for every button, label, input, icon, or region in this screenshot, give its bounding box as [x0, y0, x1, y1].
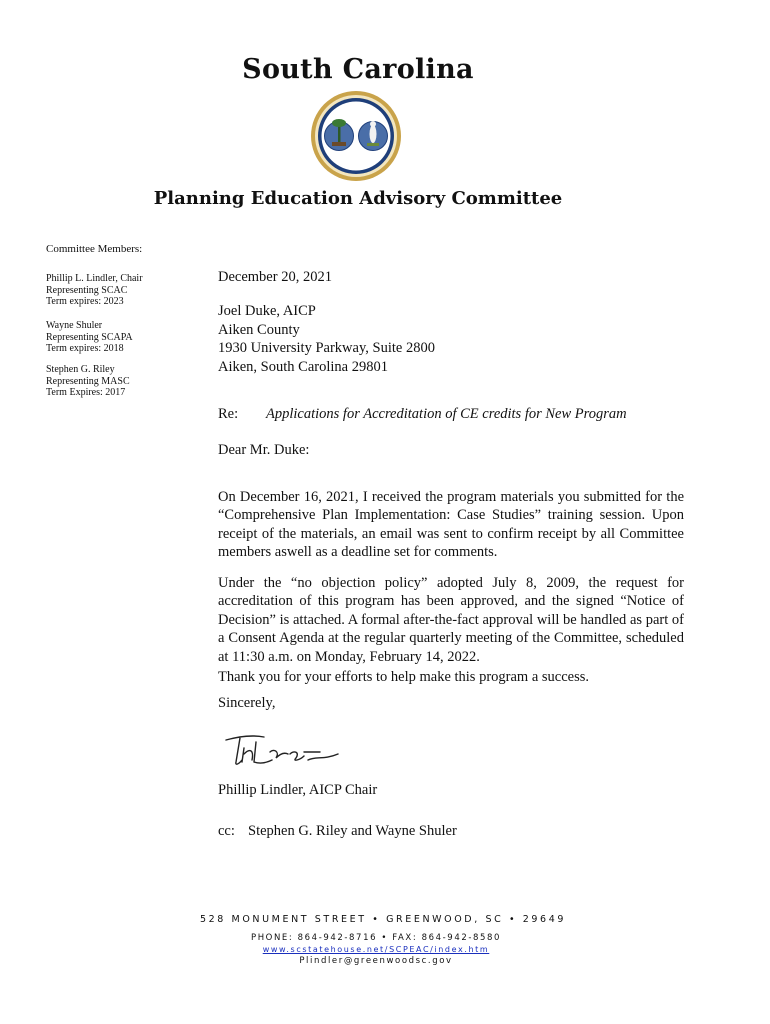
member-representing: Representing SCAC: [46, 284, 128, 296]
member-name: Stephen G. Riley: [46, 364, 115, 375]
recipient-organization: Aiken County: [218, 321, 300, 338]
signer-name: Phillip Lindler, AICP Chair: [218, 782, 378, 798]
recipient-name: Joel Duke, AICP: [218, 303, 316, 319]
state-seal-logo: [310, 90, 402, 182]
cc-names: Stephen G. Riley and Wayne Shuler: [248, 823, 457, 839]
re-line: [218, 405, 684, 424]
member-representing: Representing SCAPA: [46, 331, 133, 343]
recipient-address: [218, 302, 684, 376]
handwritten-signature: [220, 730, 350, 770]
member-name: Wayne Shuler: [46, 320, 103, 331]
member-term: Term expires: 2023: [46, 296, 124, 307]
cc-label: cc:: [218, 823, 235, 839]
member-term: Term expires: 2018: [46, 343, 124, 354]
committee-member: [46, 320, 196, 355]
state-title: South Carolina: [242, 54, 474, 85]
committee-title: Planning Education Advisory Committee: [153, 188, 563, 209]
member-term: Term Expires: 2017: [46, 387, 126, 398]
re-label: Re:: [218, 406, 239, 422]
body-paragraph-2: Under the “no objection policy” adopted July 8, 2009, the request for accreditation of this program has been approved, and the signed “Notice of Decision” is attached. A formal after-the-fact approval will be handled as part of a Consent Agenda at the regular quarterly meeting of the Committee, scheduled at 11:30 a.m. on Monday, February 14, 2022.: [218, 574, 684, 665]
thanks-line: Thank you for your efforts to help make this program a success.: [218, 669, 589, 685]
member-name: Phillip L. Lindler, Chair: [46, 273, 143, 284]
cc-line: [218, 822, 684, 841]
salutation: Dear Mr. Duke:: [218, 442, 310, 458]
body-paragraph-1: On December 16, 2021, I received the program materials you submitted for the “Comprehensive Plan Implementation: Case Studies” training session. Upon receipt of the materials, an email was sent to confirm receipt by all Committee members aswell as a deadline set for comments.: [218, 488, 684, 560]
re-subject: Applications for Accreditation of CE credits for New Program: [266, 406, 627, 422]
footer-email: Plindler@greenwoodsc.gov: [299, 956, 453, 966]
recipient-street: 1930 University Parkway, Suite 2800: [218, 340, 435, 356]
footer-phone: PHONE: 864-942-8716 • FAX: 864-942-8580: [250, 933, 502, 943]
committee-member: [46, 273, 196, 308]
letter-date: December 20, 2021: [218, 269, 332, 285]
closing: Sincerely,: [218, 695, 276, 711]
committee-member: [46, 364, 196, 399]
member-representing: Representing MASC: [46, 375, 130, 387]
footer-address: 528 MONUMENT STREET • GREENWOOD, SC • 29649: [199, 914, 566, 925]
committee-members-heading: Committee Members:: [46, 243, 143, 255]
footer-website-link[interactable]: www.scstatehouse.net/SCPEAC/index.htm: [262, 945, 490, 954]
recipient-city: Aiken, South Carolina 29801: [218, 358, 388, 375]
